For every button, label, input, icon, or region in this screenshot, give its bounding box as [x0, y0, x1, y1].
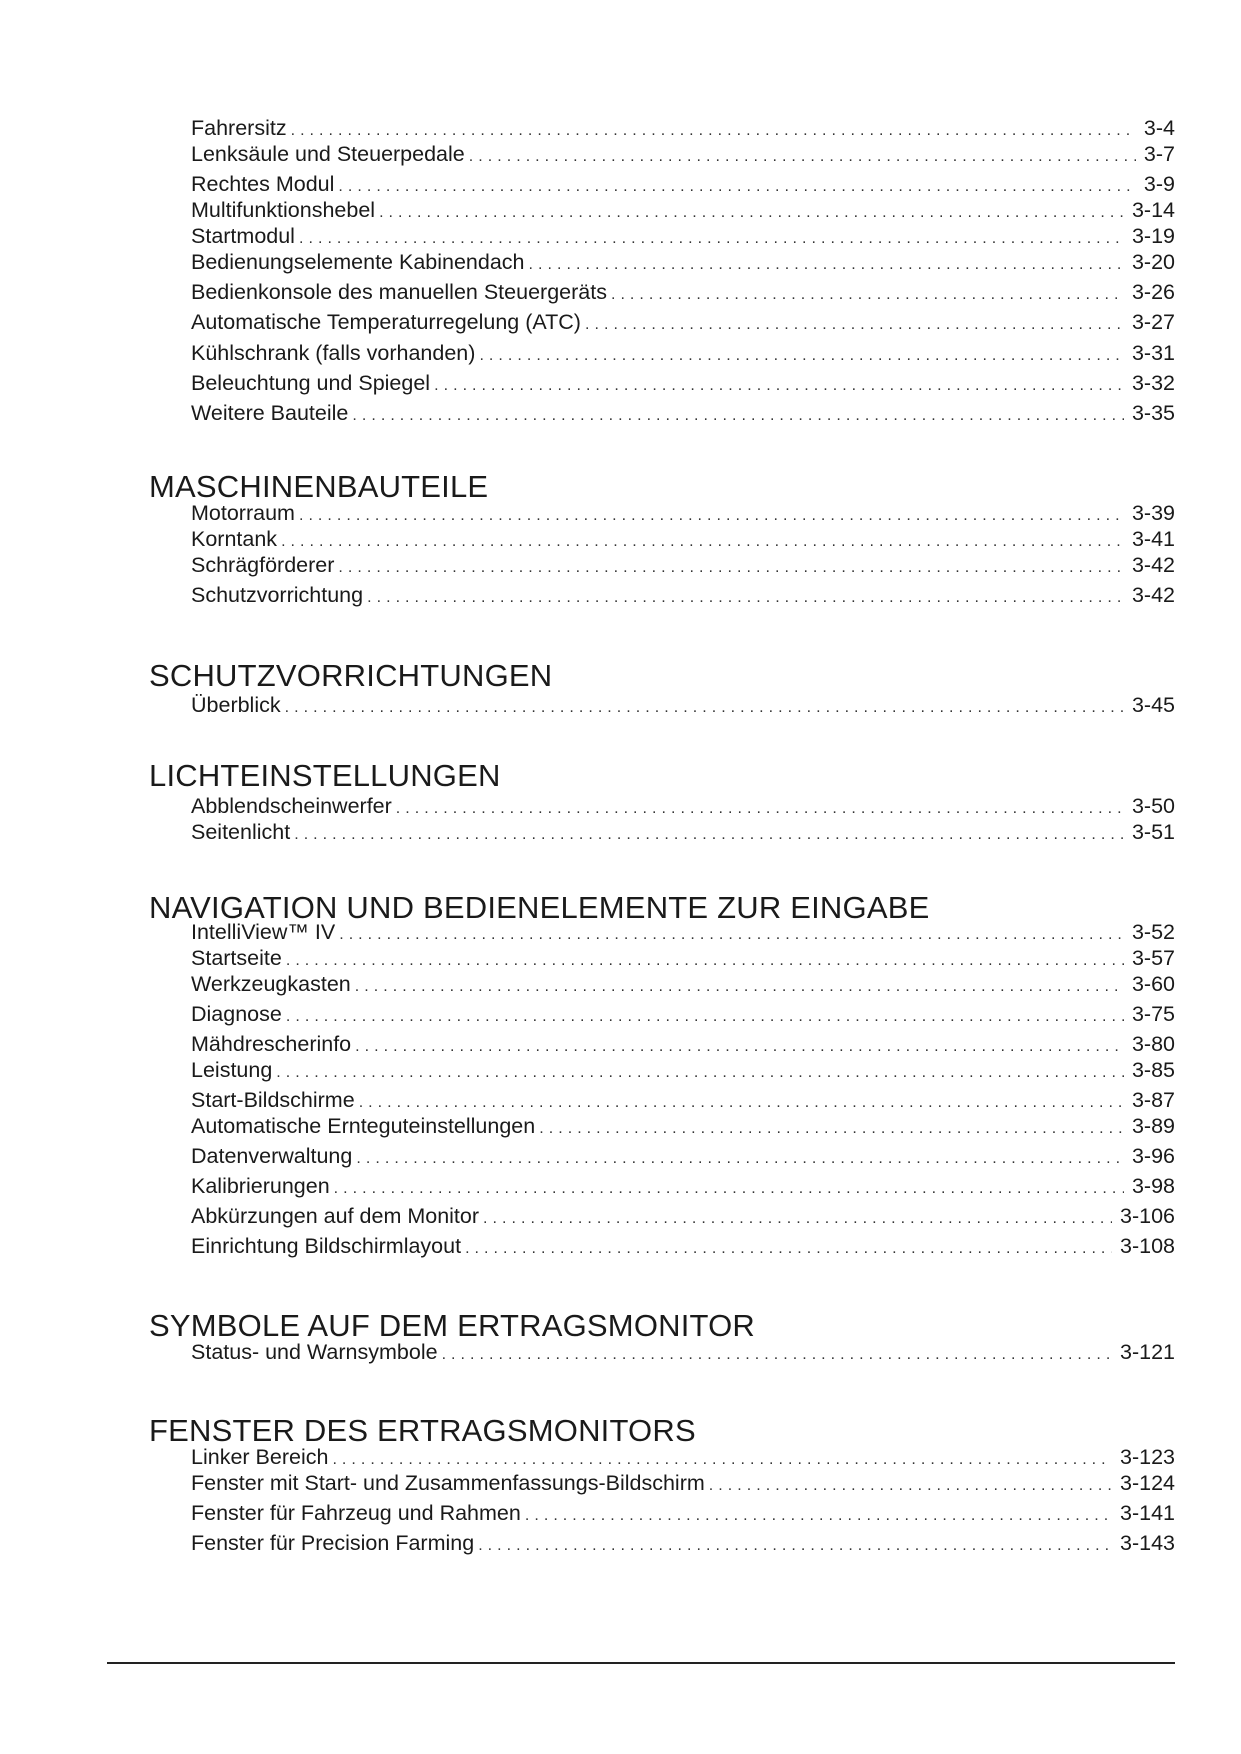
toc-entry-page: 3-80: [1131, 1032, 1175, 1056]
toc-entry-page: 3-108: [1120, 1234, 1175, 1258]
toc-entry-title: Status- und Warnsymbole: [191, 1340, 438, 1364]
toc-entry[interactable]: [191, 1001, 1175, 1027]
toc-entry[interactable]: [191, 1470, 1175, 1496]
toc-entry-title: Einrichtung Bildschirmlayout: [191, 1234, 462, 1258]
toc-entry[interactable]: [191, 1143, 1175, 1169]
toc-entry-page: 3-143: [1120, 1531, 1175, 1555]
toc-entry[interactable]: [191, 400, 1175, 426]
toc-entry[interactable]: [191, 370, 1175, 396]
toc-entry-page: 3-9: [1143, 172, 1175, 196]
toc-entry[interactable]: [191, 1530, 1175, 1556]
toc-entry-title: Motorraum: [191, 501, 295, 525]
toc-entry-page: 3-98: [1131, 1174, 1175, 1198]
dot-leader: [525, 1503, 1112, 1529]
toc-entry-page: 3-42: [1131, 583, 1175, 607]
toc-entry[interactable]: [191, 582, 1175, 608]
toc-entry[interactable]: [191, 945, 1175, 971]
dot-leader: [469, 144, 1136, 170]
toc-entry[interactable]: [191, 500, 1175, 526]
dot-leader: [294, 822, 1124, 848]
toc-entry-title: Diagnose: [191, 1002, 282, 1026]
dot-leader: [367, 585, 1124, 611]
toc-entry-page: 3-60: [1131, 972, 1175, 996]
toc-entry-title: Werkzeugkasten: [191, 972, 351, 996]
section-heading: MASCHINENBAUTEILE: [149, 469, 489, 504]
toc-entry[interactable]: [191, 1500, 1175, 1526]
toc-entry-page: 3-20: [1131, 250, 1175, 274]
toc-entry-title: Startseite: [191, 946, 282, 970]
dot-leader: [539, 1116, 1124, 1142]
toc-entry-title: Startmodul: [191, 224, 295, 248]
toc-entry-page: 3-39: [1131, 501, 1175, 525]
section-heading: NAVIGATION UND BEDIENELEMENTE ZUR EINGABE: [149, 890, 930, 925]
toc-entry[interactable]: [191, 819, 1175, 845]
dot-leader: [334, 1176, 1124, 1202]
dot-leader: [465, 1236, 1112, 1262]
section-heading: LICHTEINSTELLUNGEN: [149, 758, 501, 793]
toc-entry[interactable]: [191, 1057, 1175, 1083]
dot-leader: [338, 555, 1124, 581]
toc-entry[interactable]: [191, 1031, 1175, 1057]
toc-entry-title: Schutzvorrichtung: [191, 583, 364, 607]
toc-entry-page: 3-7: [1143, 142, 1175, 166]
toc-entry[interactable]: [191, 141, 1175, 167]
dot-leader: [434, 373, 1124, 399]
toc-entry[interactable]: [191, 971, 1175, 997]
toc-entry[interactable]: [191, 249, 1175, 275]
toc-entry-page: 3-123: [1120, 1445, 1175, 1469]
toc-entry-page: 3-45: [1131, 693, 1175, 717]
toc-entry[interactable]: [191, 692, 1175, 718]
toc-entry-page: 3-31: [1131, 341, 1175, 365]
toc-entry-title: Leistung: [191, 1058, 273, 1082]
dot-leader: [352, 403, 1124, 429]
toc-entry-page: 3-35: [1131, 401, 1175, 425]
toc-entry-page: 3-57: [1131, 946, 1175, 970]
toc-entry-title: Schrägförderer: [191, 553, 335, 577]
toc-entry-title: Fenster für Precision Farming: [191, 1531, 475, 1555]
toc-entry[interactable]: [191, 115, 1175, 141]
toc-entry[interactable]: [191, 309, 1175, 335]
toc-entry-page: 3-19: [1131, 224, 1175, 248]
toc-entry-title: Automatische Ernteguteinstellungen: [191, 1114, 536, 1138]
toc-entry-page: 3-41: [1131, 527, 1175, 551]
toc-entry-page: 3-32: [1131, 371, 1175, 395]
dot-leader: [356, 1146, 1124, 1172]
toc-entry-title: Bedienungselemente Kabinendach: [191, 250, 525, 274]
dot-leader: [483, 1206, 1112, 1232]
toc-entry[interactable]: [191, 919, 1175, 945]
toc-entry-title: Bedienkonsole des manuellen Steuergeräts: [191, 280, 607, 304]
toc-entry-title: Kühlschrank (falls vorhanden): [191, 341, 476, 365]
toc-entry-title: Überblick: [191, 693, 281, 717]
section-heading: SYMBOLE AUF DEM ERTRAGSMONITOR: [149, 1308, 756, 1343]
toc-entry[interactable]: [191, 1233, 1175, 1259]
toc-entry-page: 3-14: [1131, 198, 1175, 222]
toc-entry-title: Seitenlicht: [191, 820, 291, 844]
toc-entry-page: 3-121: [1120, 1340, 1175, 1364]
toc-entry[interactable]: [191, 552, 1175, 578]
dot-leader: [286, 1004, 1124, 1030]
toc-entry-title: Lenksäule und Steuerpedale: [191, 142, 465, 166]
dot-leader: [709, 1473, 1112, 1499]
dot-leader: [478, 1533, 1112, 1559]
toc-entry-title: Weitere Bauteile: [191, 401, 349, 425]
toc-entry[interactable]: [191, 171, 1175, 197]
toc-entry-title: IntelliView™ IV: [191, 920, 336, 944]
toc-entry[interactable]: [191, 197, 1175, 223]
toc-entry-title: Linker Bereich: [191, 1445, 329, 1469]
dot-leader: [355, 974, 1124, 1000]
toc-entry-title: Abblendscheinwerfer: [191, 794, 392, 818]
dot-leader: [285, 695, 1124, 721]
toc-entry[interactable]: [191, 1339, 1175, 1365]
toc-entry[interactable]: [191, 1203, 1175, 1229]
toc-entry[interactable]: [191, 526, 1175, 552]
toc-entry[interactable]: [191, 223, 1175, 249]
toc-entry-page: 3-75: [1131, 1002, 1175, 1026]
toc-entry[interactable]: [191, 793, 1175, 819]
toc-entry-page: 3-96: [1131, 1144, 1175, 1168]
toc-entry[interactable]: [191, 1087, 1175, 1113]
toc-entry-title: Kalibrierungen: [191, 1174, 330, 1198]
toc-entry-page: 3-26: [1131, 280, 1175, 304]
toc-entry-page: 3-141: [1120, 1501, 1175, 1525]
toc-entry-title: Abkürzungen auf dem Monitor: [191, 1204, 480, 1228]
toc-entry-title: Mähdrescherinfo: [191, 1032, 352, 1056]
toc-entry-page: 3-52: [1131, 920, 1175, 944]
dot-leader: [276, 1060, 1124, 1086]
toc-entry[interactable]: [191, 340, 1175, 366]
toc-entry-page: 3-50: [1131, 794, 1175, 818]
toc-entry-title: Rechtes Modul: [191, 172, 335, 196]
dot-leader: [611, 282, 1124, 308]
dot-leader: [479, 343, 1124, 369]
toc-entry-title: Automatische Temperaturregelung (ATC): [191, 310, 581, 334]
dot-leader: [442, 1342, 1112, 1368]
toc-entry-title: Korntank: [191, 527, 278, 551]
toc-entry-title: Multifunktionshebel: [191, 198, 376, 222]
toc-entry-title: Start-Bildschirme: [191, 1088, 355, 1112]
section-heading: FENSTER DES ERTRAGSMONITORS: [149, 1413, 696, 1448]
section-heading: SCHUTZVORRICHTUNGEN: [149, 658, 553, 693]
toc-entry[interactable]: [191, 1113, 1175, 1139]
toc-entry-title: Fenster für Fahrzeug und Rahmen: [191, 1501, 521, 1525]
toc-entry-title: Fahrersitz: [191, 116, 287, 140]
toc-entry-page: 3-89: [1131, 1114, 1175, 1138]
toc-entry[interactable]: [191, 279, 1175, 305]
toc-entry-title: Datenverwaltung: [191, 1144, 353, 1168]
dot-leader: [585, 312, 1124, 338]
toc-entry-page: 3-85: [1131, 1058, 1175, 1082]
toc-entry-title: Fenster mit Start- und Zusammenfassungs-Bildschirm: [191, 1471, 705, 1495]
toc-entry[interactable]: [191, 1173, 1175, 1199]
toc-entry-page: 3-4: [1143, 116, 1175, 140]
toc-entry-page: 3-87: [1131, 1088, 1175, 1112]
toc-entry-page: 3-124: [1120, 1471, 1175, 1495]
toc-entry-page: 3-106: [1120, 1204, 1175, 1228]
toc-entry-page: 3-42: [1131, 553, 1175, 577]
toc-entry[interactable]: [191, 1444, 1175, 1470]
footer-rule: [107, 1662, 1175, 1664]
toc-entry-page: 3-27: [1131, 310, 1175, 334]
dot-leader: [529, 252, 1124, 278]
toc-entry-title: Beleuchtung und Spiegel: [191, 371, 431, 395]
toc-entry-page: 3-51: [1131, 820, 1175, 844]
